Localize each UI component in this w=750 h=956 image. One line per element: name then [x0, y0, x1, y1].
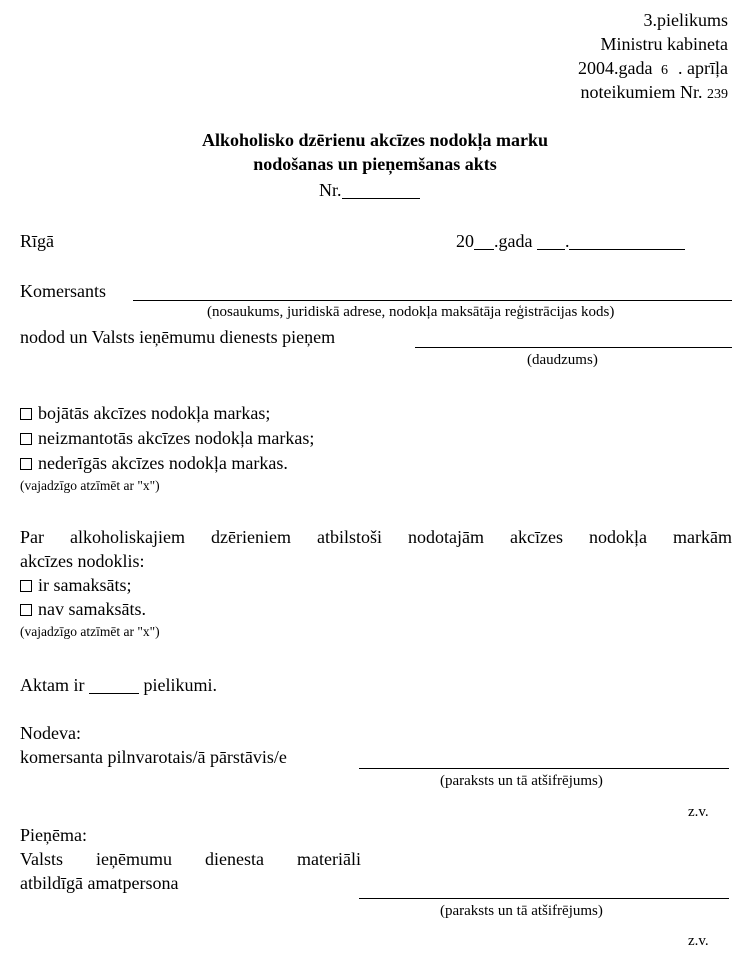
date-line: [456, 231, 685, 251]
gada-label: .gada: [494, 231, 533, 251]
stamp-option-label: nederīgās akcīzes nodokļa markas.: [38, 453, 288, 473]
tax-option-paid[interactable]: [20, 575, 131, 595]
merchant-label: Komersants: [20, 281, 106, 301]
checkbox[interactable]: [20, 433, 32, 445]
attachments-line: [20, 675, 217, 695]
regulation-number-value: 239: [707, 87, 728, 102]
handover-label: Nodeva:: [20, 723, 81, 743]
tax-paragraph-line2: akcīzes nodoklis:: [20, 551, 145, 571]
checkbox[interactable]: [20, 580, 32, 592]
transfer-label: nodod un Valsts ieņēmumu dienests pieņem: [20, 327, 336, 347]
tax-option-label: nav samaksāts.: [38, 599, 146, 619]
merchant-hint: (nosaukums, juridiskā adrese, nodokļa maksātāja reģistrācijas kods): [207, 304, 615, 320]
regulation-year: 2004.gada: [578, 58, 653, 78]
stamp-option-damaged[interactable]: [20, 403, 270, 423]
cabinet-label: Ministru kabineta: [600, 34, 728, 54]
handover-signature-field[interactable]: [359, 768, 729, 769]
receiver-label: Pieņēma:: [20, 825, 87, 845]
attachments-count-field[interactable]: [89, 678, 139, 694]
receiver-sign-hint: (paraksts un tā atšifrējums): [440, 903, 603, 919]
stamp-note: (vajadzīgo atzīmēt ar "x"): [20, 478, 160, 493]
regulation-day: 6: [661, 63, 669, 78]
quantity-field[interactable]: [415, 347, 732, 348]
handover-seal: z.v.: [688, 804, 709, 820]
regulation-month: . aprīļa: [678, 58, 728, 78]
year-field[interactable]: [474, 234, 494, 250]
handover-sign-hint: (paraksts un tā atšifrējums): [440, 773, 603, 789]
attachments-before: Aktam ir: [20, 675, 85, 695]
checkbox[interactable]: [20, 408, 32, 420]
regulation-number: [581, 82, 728, 103]
receiver-role-line2: atbildīgā amatpersona: [20, 873, 179, 893]
stamp-option-label: bojātās akcīzes nodokļa markas;: [38, 403, 271, 423]
regulation-number-label: noteikumiem Nr.: [580, 82, 703, 102]
place: Rīgā: [20, 231, 54, 251]
page-title: Alkoholisko dzērienu akcīzes nodokļa marku: [201, 130, 549, 150]
month-field[interactable]: [569, 234, 685, 250]
attachments-after: pielikumi.: [143, 675, 217, 695]
quantity-hint: (daudzums): [527, 352, 598, 368]
year-prefix: 20: [456, 231, 474, 251]
checkbox[interactable]: [20, 458, 32, 470]
day-field[interactable]: [537, 234, 565, 250]
stamp-option-invalid[interactable]: [20, 453, 288, 473]
act-number-label: Nr.: [319, 180, 342, 200]
date-dot: .: [564, 231, 570, 251]
merchant-field[interactable]: [133, 300, 732, 301]
tax-paragraph-line1: Par alkoholiskajiem dzērieniem atbilstoši nodotajām akcīzes nodokļa markām: [20, 527, 732, 547]
act-number: [319, 180, 420, 200]
tax-option-label: ir samaksāts;: [38, 575, 132, 595]
checkbox[interactable]: [20, 604, 32, 616]
tax-note: (vajadzīgo atzīmēt ar "x"): [20, 624, 160, 639]
page-subtitle: nodošanas un pieņemšanas akts: [253, 154, 497, 174]
receiver-seal: z.v.: [688, 933, 709, 949]
handover-role: komersanta pilnvarotais/ā pārstāvis/e: [20, 747, 287, 767]
receiver-role-line1: Valsts ieņēmumu dienesta materiāli: [20, 849, 361, 869]
stamp-option-label: neizmantotās akcīzes nodokļa markas;: [38, 428, 315, 448]
annex-number: 3.pielikums: [643, 10, 728, 30]
act-number-field[interactable]: [342, 183, 420, 199]
tax-option-unpaid[interactable]: [20, 599, 146, 619]
stamp-option-unused[interactable]: [20, 428, 314, 448]
regulation-date: [578, 58, 728, 79]
receiver-signature-field[interactable]: [359, 898, 729, 899]
